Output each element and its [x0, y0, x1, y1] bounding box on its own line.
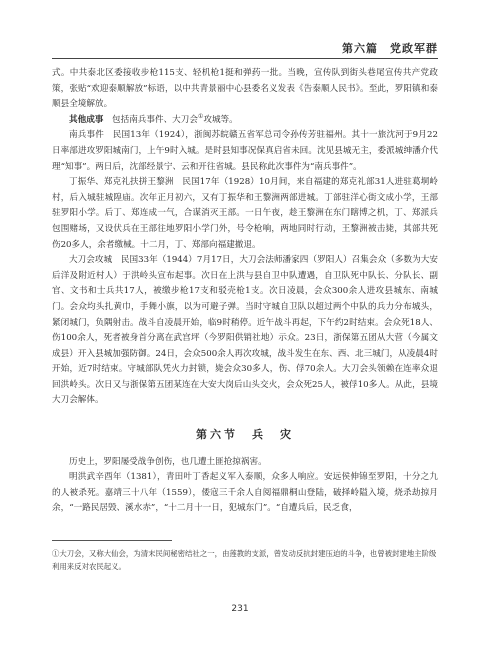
footnote: ①大刀会，又称大仙会，为清末民间秘密结社之一，由莲教的支派，曾发动反抗封建压迫的斗争，也曾被封建地主阶级利用来反对农民起义。 — [52, 549, 437, 571]
paragraph-ming-dynasty: 明洪武辛酉年（1381），青田叶丁香起义军入泰顺，众多人响应。安远侯伸锦至罗阳，十分之九的人被杀死。嘉靖三十八年（1559），倭寇三千余人自阅福鼎桐山登陆，破择岭隘入境，烧杀劫掠月余，“一路民居毁、溪水赤”，“十二月十一日，犯城东门”。“自遭兵后，民乏食， — [52, 472, 438, 514]
page-number: 231 — [231, 604, 249, 614]
header-title: 第六篇 党政军群 — [342, 42, 438, 55]
running-header — [52, 40, 438, 58]
paragraph-big-sword-society: 大刀会攻城 民国33年（1944）7月17日，大刀会法师潘家四（罗阳人）召集会众（多数为大安后洋及附近村人）于洪岭头宣布起事。次日在上洪与县自卫中队遭遇，自卫队死中队长、分队长、副官、文书和士兵共17人，被缴步枪17支和驳壳枪1支。次日凌晨，会众300余人进攻县城东、南城门。会众均头扎黄巾，手舞小旗，以为可避子弹。当时守城自卫队以超过两个中队的兵力分布城头，紧闭城门，负隅射击。战斗自凌晨开始，临9时稍停。近午战斗再起，下午约2时结束。会众死18人、伤100余人，死者被身首分离在武宫坪（今罗阳供销社地）示众。23日，浙保第五团从大营（今属文成县）开入县城加强防御。24日，会众500余人再次攻城，战斗发生在东、西、北三城门，从凌晨4时开始，近7时结束。守城部队凭火力封锁，毙会众30多人，伤、俘70余人。大刀会头领赖在连率众退回洪岭头。次日又与浙保第五团某连在大安大岗后山头交火，会众死25人，被俘10多人。从此，县境大刀会解体。 — [52, 255, 438, 406]
paragraph-body: 包括南兵事件、大刀会 — [112, 114, 198, 125]
paragraph-other-events — [52, 113, 438, 129]
paragraph-nanbing-incident: 南兵事件 民国13年（1924），浙闽苏皖赣五省军总司令孙传芳驻福州。其十一旅沈河于9月22日率部进攻罗阳城南门，上午9时入城。是时县知事况保真启省未回。沈见县城无主，委派城绅潘介代理“知事”。两日后，沈部经景宁、云和开往省城。县民称此次事件为“南兵事件”。 — [52, 130, 438, 172]
paragraph-war-history: 历史上，罗阳屡受战争创伤，也几遭土匪抢掠祸害。 — [69, 456, 267, 467]
header-divider — [52, 58, 438, 59]
footnote-divider — [52, 540, 172, 541]
section-title: 第六节 兵 灾 — [196, 428, 294, 442]
paragraph-lead: 其他成事 — [69, 114, 104, 125]
paragraph-ding-zheng: 丁振华、郑克礼扶拼王黎洲 民国17年（1928）10月间，来自福建的郑克礼部31人进驻葛垌岭村，后入城驻城隍庙。次年正月初六，又有丁振华和王黎洲两部进城。丁部驻洋心街文成小学，王部驻罗阳小学。后丁、郑连成一气，合谋消灭王部。一日午夜，趁王黎洲在东门瞎博之机，丁、郑派兵包围赌场，又设伏兵在王部往地罗阳小学门外，号令枪响，两地同时行动，王黎洲被击毙，其部共死伤20多人，余者缴械。十二月，丁、郑部向福建撤退。 — [52, 177, 438, 250]
footnote-marker: ① — [197, 112, 204, 120]
paragraph-tail: 攻城等。 — [203, 114, 238, 125]
main-content — [52, 66, 438, 517]
paragraph-liberation: 式。中共泰北区委接收步枪115支、轻机枪1挺和弹药一批。当晚，宣传队到街头巷尾宣传共产党政策，张贴“欢迎泰顺解放”标语，以中共青景丽中心县委名义发表《告泰顺人民书》。至此，罗阳镇和泰顺县全境解放。 — [52, 68, 438, 110]
